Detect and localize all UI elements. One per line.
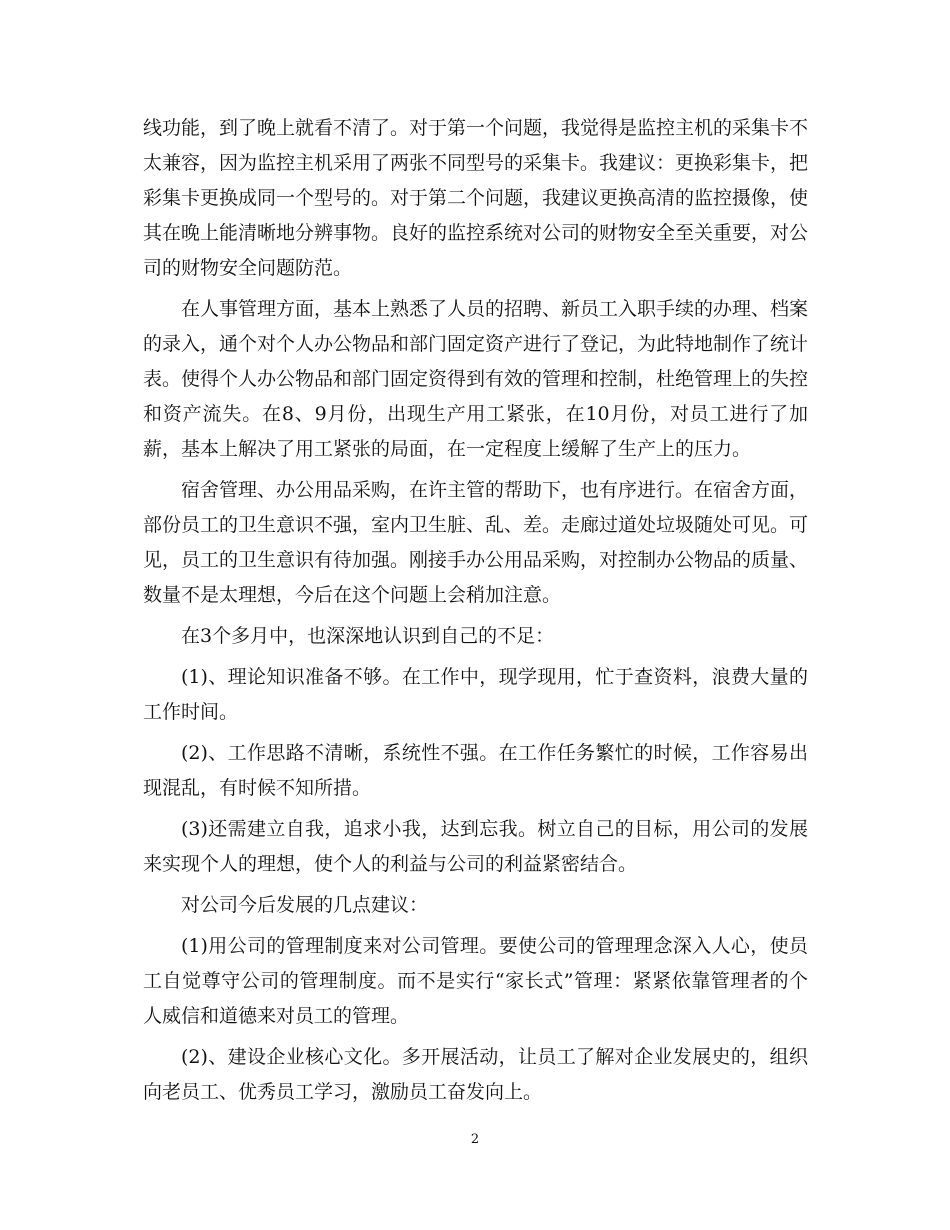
paragraph-8: 对公司今后发展的几点建议： [181, 894, 429, 916]
paragraph-7: (3)还需建立自我，追求小我，达到忘我。树立自己的目标，用公司的发展来实现个人的理想，使个人的利益与公司的利益紧密结合。 [143, 818, 808, 875]
paragraph-6: (2)、工作思路不清晰，系统性不强。在工作任务繁忙的时候，工作容易出现混乱，有时候不知所措。 [143, 742, 808, 799]
paragraph-2: 在人事管理方面，基本上熟悉了人员的招聘、新员工入职手续的办理、档案的录入，通个对个人办公物品和部门固定资产进行了登记，为此特地制作了统计表。使得个人办公物品和部门固定资得到有效的管理和控制，杜绝管理上的失控和资产流失。在8、9月份，出现生产用工紧张，在10月份，对员工进行了加薪，基本上解决了用工紧张的局面，在一定程度上缓解了生产上的压力。 [143, 298, 809, 460]
paragraph-9: (1)用公司的管理制度来对公司管理。要使公司的管理理念深入人心，使员工自觉尊守公司的管理制度。而不是实行“家长式”管理：紧紧依靠管理者的个人威信和道德来对员工的管理。 [143, 935, 808, 1027]
paragraph-10: (2)、建设企业核心文化。多开展活动，让员工了解对企业发展史的，组织向老员工、优秀员工学习，激励员工奋发向上。 [143, 1046, 808, 1103]
page-number: 2 [470, 1132, 480, 1147]
paragraph-3: 宿舍管理、办公用品采购，在许主管的帮助下，也有序进行。在宿舍方面，部份员工的卫生意识不强，室内卫生脏、乱、差。走廊过道处垃圾随处可见。可见，员工的卫生意识有待加强。刚接手办公用品采购，对控制办公物品的质量、数量不是太理想，今后在这个问题上会稍加注意。 [143, 479, 809, 606]
paragraph-5: (1)、理论知识准备不够。在工作中，现学现用，忙于查资料，浪费大量的工作时间。 [143, 666, 808, 723]
document-body [143, 111, 808, 1116]
paragraph-1: 线功能，到了晚上就看不清了。对于第一个问题，我觉得是监控主机的采集卡不太兼容，因为监控主机采用了两张不同型号的采集卡。我建议：更换彩集卡，把彩集卡更换成同一个型号的。对于第二个问题，我建议更换高清的监控摄像，使其在晚上能清晰地分辨事物。良好的监控系统对公司的财物安全至关重要，对公司的财物安全问题防范。 [143, 117, 809, 279]
paragraph-4: 在3个多月中，也深深地认识到自己的不足： [181, 625, 555, 647]
